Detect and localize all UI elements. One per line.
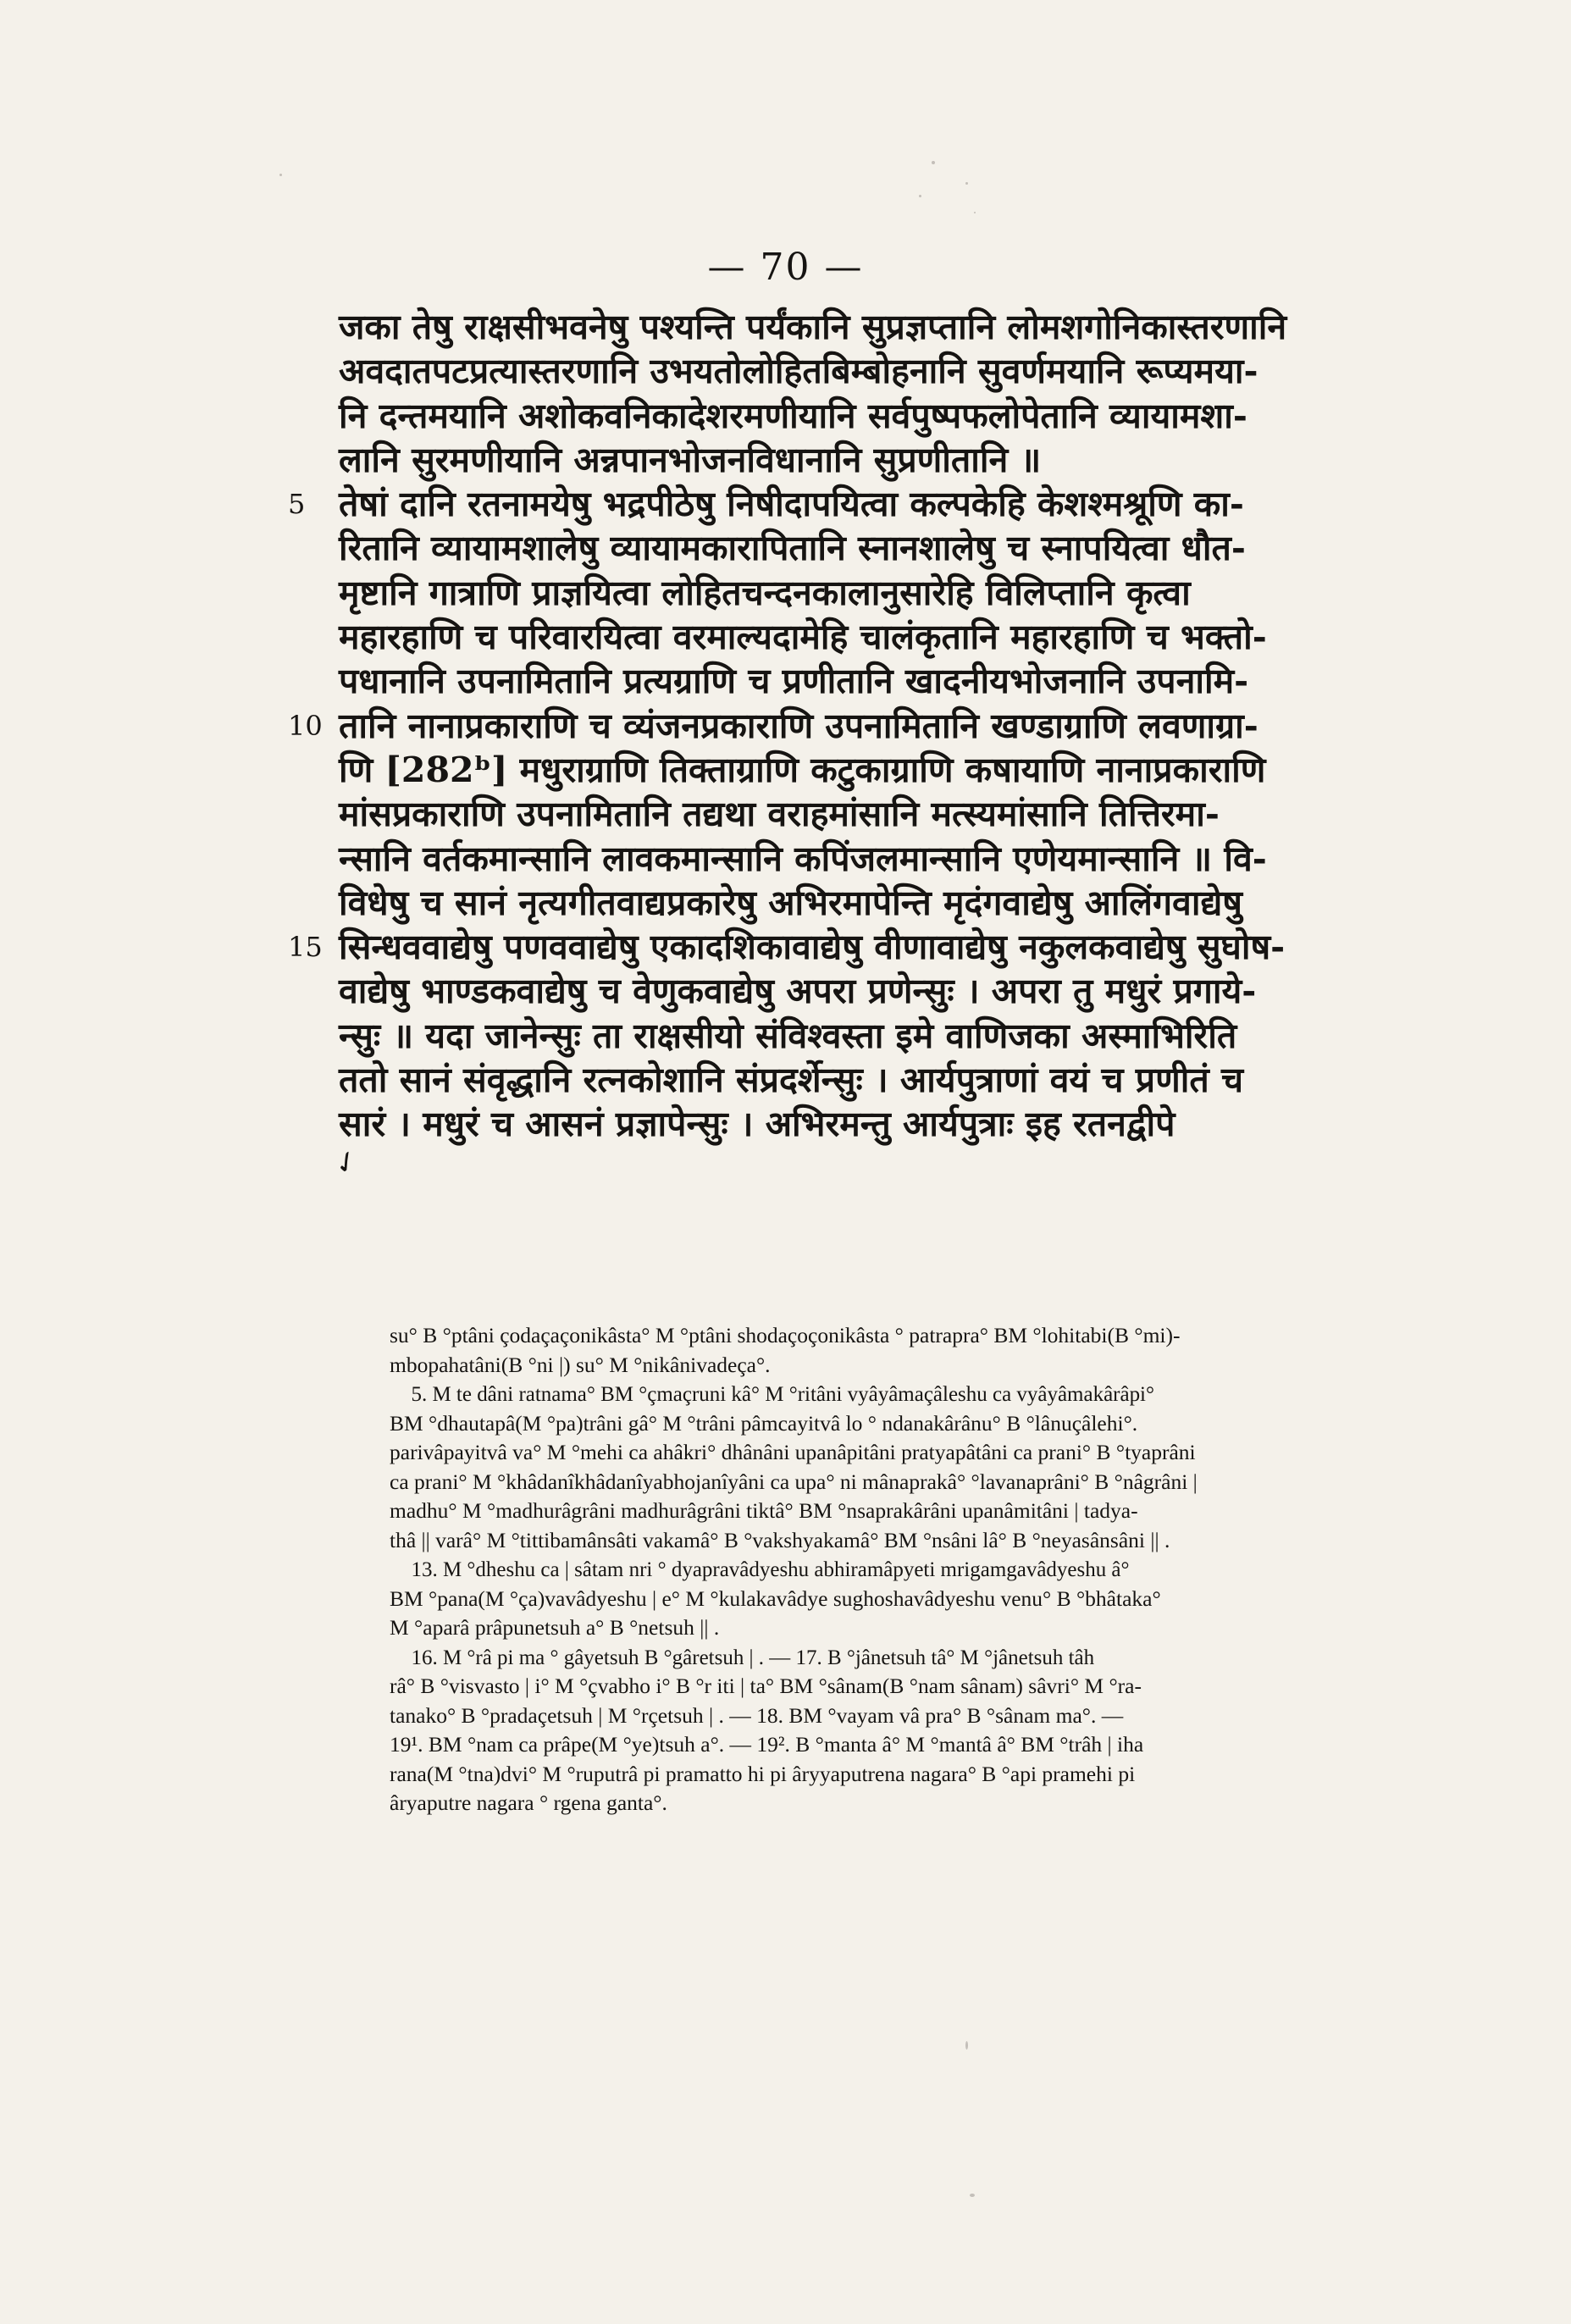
footnote-line: su° B °ptâni çodaçaçonikâsta° M °ptâni shodaçoçonikâsta ° patrapra° BM °lohitabi(B °mi)- — [390, 1323, 1181, 1347]
text-line-content: सारं । मधुरं च आसनं प्रज्ञापेन्सुः । अभिरमन्तु आर्यपुत्राः इह रतनद्वीपे — [339, 1104, 1175, 1145]
text-line-content: न्सानि वर्तकमान्सानि लावकमान्सानि कपिंजलमान्सानि एणेयमान्सानि ॥ वि- — [339, 838, 1267, 879]
paper-speck — [932, 161, 935, 164]
text-line-content: मृष्टानि गात्राणि प्राज्ञयित्वा लोहितचन्दनकालानुसारेहि विलिप्तानि कृत्वा — [339, 572, 1191, 613]
text-line — [339, 969, 1474, 1013]
text-line-content: न्सुः ॥ यदा जानेन्सुः ता राक्षसीयो संविश्वस्ता इमे वाणिजका अस्माभिरिति — [339, 1015, 1237, 1056]
text-line — [339, 615, 1474, 659]
footnote-line: tanako° B °pradaçetsuh | M °rçetsuh | . — 18. BM °vayam vâ pra° B °sânam ma°. — — [390, 1702, 1124, 1728]
paper-speck — [279, 174, 282, 176]
text-line-content: तेषां दानि रतनामयेषु भद्रपीठेषु निषीदापयित्वा कल्पकेहि केशश्मश्रूणि का- — [339, 484, 1244, 525]
text-line-content: ततो सानं संवृद्धानि रत्नकोशानि संप्रदर्शेन्सुः । आर्यपुत्राणां वयं च प्रणीतं च — [339, 1060, 1244, 1101]
footnote-line: parivâpayitvâ va° M °mehi ca ahâkri° dhânâni upanâpitâni pratyapâtâni ca prani° B °tyaprâni — [390, 1440, 1196, 1464]
text-line-content: जका तेषु राक्षसीभवनेषु पश्यन्ति पर्यंकानि सुप्रज्ञप्तानि लोमशगोनिकास्तरणानि — [339, 307, 1287, 347]
footnote-line: 5. M te dâni ratnama° BM °çmaçruni kâ° M °ritâni vyâyâmaçâleshu ca vyâyâmakârâpi° — [411, 1381, 1154, 1406]
footnote-line: 13. M °dheshu ca | sâtam nri ° dyapravâdyeshu abhiramâpyeti mrigamgavâdyeshu â° — [411, 1557, 1130, 1581]
footnote-line: M °aparâ prâpunetsuh a° B °netsuh || . — [390, 1615, 720, 1640]
text-line-content: अवदातपटप्रत्यास्तरणानि उभयतोलोहितबिम्बोहनानि सुवर्णमयानि रूप्यमया- — [339, 351, 1258, 392]
text-line-content: तानि नानाप्रकाराणि च व्यंजनप्रकाराणि उपनामितानि खण्डाग्राणि लवणाग्रा- — [339, 705, 1258, 746]
text-line — [288, 925, 1474, 969]
paper-speck — [974, 212, 976, 213]
paper-speck — [965, 2041, 968, 2050]
text-line-content: महारहाणि च परिवारयित्वा वरमाल्यदामेहि चालंकृतानि महारहाणि च भक्तो- — [339, 617, 1267, 658]
text-line — [339, 1014, 1474, 1058]
footnote-line: madhu° M °madhurâgrâni madhurâgrâni tiktâ° BM °nsaprakârâni upanâmitâni | tadya- — [390, 1498, 1138, 1523]
text-line — [339, 748, 1474, 792]
footnote-line: âryaputre nagara ° rgena ganta°. — [390, 1790, 667, 1815]
text-line — [339, 571, 1474, 615]
paper-speck — [970, 2194, 975, 2197]
footnote-line: rana(M °tna)dvi° M °ruputrâ pi pramatto hi pi âryyaputrena nagara° B °api pramehi pi — [390, 1761, 1136, 1786]
text-line-content: णि [282ᵇ] मधुराग्राणि तिक्ताग्राणि कटुकाग्राणि कषायाणि नानाप्रकाराणि — [339, 749, 1266, 790]
text-line — [339, 349, 1474, 393]
sanskrit-main-text — [288, 305, 1474, 1147]
margin-pen-mark: ✓ — [327, 1142, 366, 1184]
footnote-line: thâ || varâ° M °tittibamânsâti vakamâ° B °vakshyakamâ° BM °nsâni lâ° B °neyasânsâni || . — [390, 1527, 1170, 1552]
page-number: — 70 — — [707, 246, 864, 289]
text-line-content: पधानानि उपनामितानि प्रत्यग्राणि च प्रणीतानि खादनीयभोजनानि उपनामि- — [339, 661, 1249, 702]
text-line — [339, 438, 1474, 482]
footnote-line: râ° B °visvasto | i° M °çvabho i° B °r iti | ta° BM °sânam(B °nam sânam) sâvri° M °ra- — [390, 1674, 1142, 1698]
line-number: 10 — [288, 709, 323, 742]
paper-speck — [919, 195, 921, 197]
line-number: 15 — [288, 931, 323, 964]
text-line-content: लानि सुरमणीयानि अन्नपानभोजनविधानानि सुप्रणीतानि ॥ — [339, 439, 1042, 480]
text-line-content: विधेषु च सानं नृत्यगीतवाद्यप्रकारेषु अभिरमापेन्ति मृदंगवाद्येषु आलिंगवाद्येषु — [339, 882, 1242, 923]
text-line — [339, 659, 1474, 703]
footnote-line: ca prani° M °khâdanîkhâdanîyabhojanîyâni ca upa° ni mânaprakâ° °lavanaprâni° B °nâgrâni | — [390, 1469, 1198, 1494]
text-line — [288, 704, 1474, 748]
footnote-line: BM °pana(M °ça)vavâdyeshu | e° M °kulakavâdye sughoshavâdyeshu venu° B °bhâtaka° — [390, 1585, 1161, 1611]
footnote-line: mbopahatâni(B °ni |) su° M °nikânivadeça°. — [390, 1352, 771, 1377]
footnote-line: 19¹. BM °nam ca prâpe(M °ye)tsuh a°. — 19². B °manta â° M °mantâ â° BM °trâh | iha — [390, 1732, 1144, 1757]
text-line — [339, 305, 1474, 349]
text-line — [288, 482, 1474, 526]
text-line-content: सिन्धववाद्येषु पणववाद्येषु एकादशिकावाद्येषु वीणावाद्येषु नकुलकवाद्येषु सुघोष- — [339, 927, 1286, 968]
line-number: 5 — [288, 488, 306, 521]
text-line-content: मांसप्रकाराणि उपनामितानि तद्यथा वराहमांसानि मत्स्यमांसानि तित्तिरमा- — [339, 794, 1220, 835]
footnote-line: BM °dhautapâ(M °pa)trâni gâ° M °trâni pâmcayitvâ lo ° ndanakârânu° B °lânuçâlehi°. — [390, 1410, 1138, 1436]
critical-apparatus-footnotes — [390, 1321, 1474, 1818]
footnote-line: 16. M °râ pi ma ° gâyetsuh B °gâretsuh | . — 17. B °jânetsuh tâ° M °jânetsuh tâh — [411, 1644, 1095, 1669]
text-line — [339, 526, 1474, 570]
text-line — [339, 394, 1474, 438]
paper-speck — [965, 182, 968, 185]
text-line-content: नि दन्तमयानि अशोकवनिकादेशरमणीयानि सर्वपुष्पफलोपेतानि व्यायामशा- — [339, 395, 1247, 436]
text-line — [339, 1058, 1474, 1102]
text-line — [339, 837, 1474, 881]
text-line-content: रितानि व्यायामशालेषु व्यायामकारापितानि स्नानशालेषु च स्नापयित्वा धौत- — [339, 528, 1246, 569]
text-line — [339, 1102, 1474, 1146]
text-line — [339, 881, 1474, 925]
text-line-content: वाद्येषु भाण्डकवाद्येषु च वेणुकवाद्येषु अपरा प्रणेन्सुः । अपरा तु मधुरं प्रगाये- — [339, 971, 1257, 1012]
text-line — [339, 792, 1474, 836]
